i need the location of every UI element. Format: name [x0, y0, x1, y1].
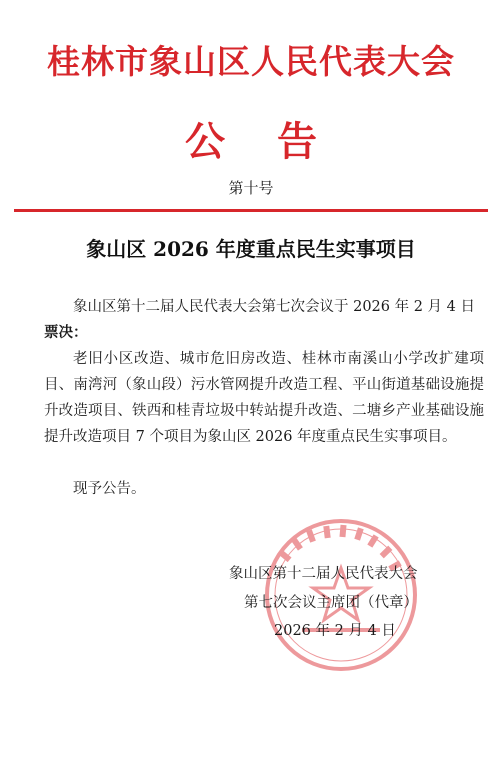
signature-date: 2026 年 2 月 4 日 [274, 623, 396, 639]
body-paragraph-3: 现予公告。 [73, 481, 146, 497]
document-title: 象山区 2026 年度重点民生实事项目 [86, 237, 416, 261]
document-type: 公告 [185, 119, 369, 165]
para1-tail: 票决： [44, 324, 88, 341]
signature-role: 第七次会议主席团（代章） [244, 595, 418, 611]
document-number: 第十号 [228, 179, 274, 197]
signature-organization: 象山区第十二届人民代表大会 [229, 566, 418, 582]
para1-lead: 象山区第十二届人民代表大会第七次会议于 2026 年 2 月 4 日 [73, 299, 476, 315]
body-paragraph-2: 老旧小区改造、城市危旧房改造、桂林市南溪山小学改扩建项目、南湾河（象山段）污水管网提升改造工程、平山街道基础设施提升改造项目、铁西和桂青垃圾中转站提升改造、二塘乡产业基础设施提升改造项目 7 个项目为象山区 2026 年度重点民生实事项目。 [44, 351, 484, 445]
body-paragraph-1 [44, 294, 484, 346]
issuing-organization: 桂林市象山区人民代表大会 [47, 42, 455, 81]
red-divider [14, 209, 488, 212]
